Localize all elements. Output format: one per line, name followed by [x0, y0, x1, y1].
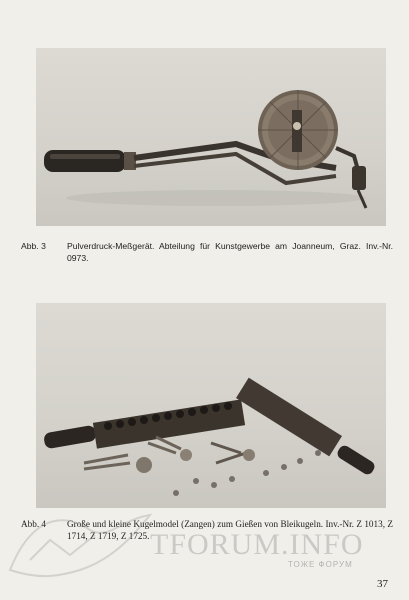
figure-4-caption-text: Große und kleine Kugelmodel (Zangen) zum Gießen von Bleikugeln. Inv.-Nr. Z 1013, Z 1714, Z 1719, Z 1725.: [67, 519, 393, 541]
watermark-text: TFORUM.INFO: [150, 528, 364, 561]
figure-3-caption-text: Pulverdruck-Meßgerät. Abteilung für Kunstgewerbe am Joanneum, Graz. Inv.-Nr. 0973.: [67, 241, 393, 263]
powder-tester-illustration: [36, 48, 386, 226]
figure-4-photo: [36, 303, 386, 508]
page-number: 37: [377, 578, 388, 590]
figure-3-caption: [21, 240, 393, 264]
figure-3-photo: [36, 48, 386, 226]
watermark-logo-icon: [0, 500, 160, 590]
bullet-moulds-illustration: [36, 303, 386, 508]
figure-4-label: Abb. 4: [21, 519, 47, 529]
watermark-subtext: ТОЖЕ ФОРУМ: [288, 560, 353, 569]
figure-3-label: Abb. 3: [21, 241, 46, 251]
